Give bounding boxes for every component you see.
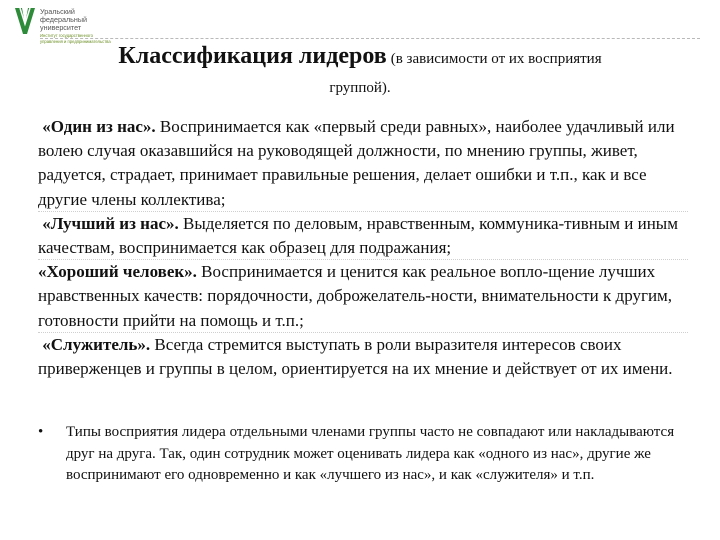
leader-type-label: «Служитель».	[42, 334, 151, 354]
logo-line-1: Уральский	[40, 7, 75, 16]
bullet-dot-icon: •	[38, 424, 44, 440]
leader-type-label: «Один из нас».	[42, 117, 156, 136]
leader-type-description: Всегда стремится выступать в роли выразителя интересов своих приверженцев и группы в целом, ориентируется на их мнение и действует от их имени.	[38, 334, 673, 379]
logo-line-2: федеральный	[40, 15, 88, 24]
logo-sub-1: Институт государственного	[40, 33, 93, 38]
slide-title-main: Классификация лидеров	[118, 43, 387, 69]
slide-title-sub-1: (в зависимости от их восприятия	[390, 51, 602, 67]
bullet-note	[38, 422, 688, 487]
logo-line-3: университет	[40, 23, 82, 32]
university-logo-icon	[14, 6, 36, 36]
leader-type-description: Воспринимается и ценится как реальное вопло-щение лучших нравственных качеств: порядочности, доброжелатель-ности, внимательности к другим, готовности прийти на помощь и т.п.;	[38, 262, 673, 330]
leader-type-description: Выделяется по деловым, нравственным, коммуника-тивным и иным качествам, воспринимается как образец для подражания;	[38, 213, 678, 258]
leader-type-good-person	[38, 260, 688, 333]
leader-type-label: «Хороший человек».	[38, 262, 197, 282]
leader-type-label: «Лучший из нас».	[42, 213, 179, 233]
leader-types-list	[38, 115, 688, 381]
leader-type-best-of-us	[38, 212, 688, 260]
logo-sub-2: управления и предпринимательства	[40, 39, 111, 44]
leader-type-servant	[38, 333, 688, 381]
slide-title-sub-2: группой).	[329, 80, 391, 96]
bullet-text: Типы восприятия лидера отдельными членами группы часто не совпадают или накладываются друг на друга. Так, один сотрудник может оценивать лидера как «одного из нас», другие же воспринимают его одновременно и как «лучшего из нас», и как «служителя» и т.п.	[66, 424, 675, 483]
slide-title	[0, 41, 720, 74]
bullet-item	[38, 422, 688, 487]
header-divider	[40, 38, 700, 39]
leader-type-one-of-us	[38, 115, 688, 212]
leader-type-description: Воспринимается как «первый среди равных», наиболее удачливый или волею случая оказавшийся на руководящей должности, по мнению группы, живет, радуется, страдает, принимает правильные решения, делает ошибки и т.п., как и все другие члены коллектива;	[38, 117, 675, 209]
